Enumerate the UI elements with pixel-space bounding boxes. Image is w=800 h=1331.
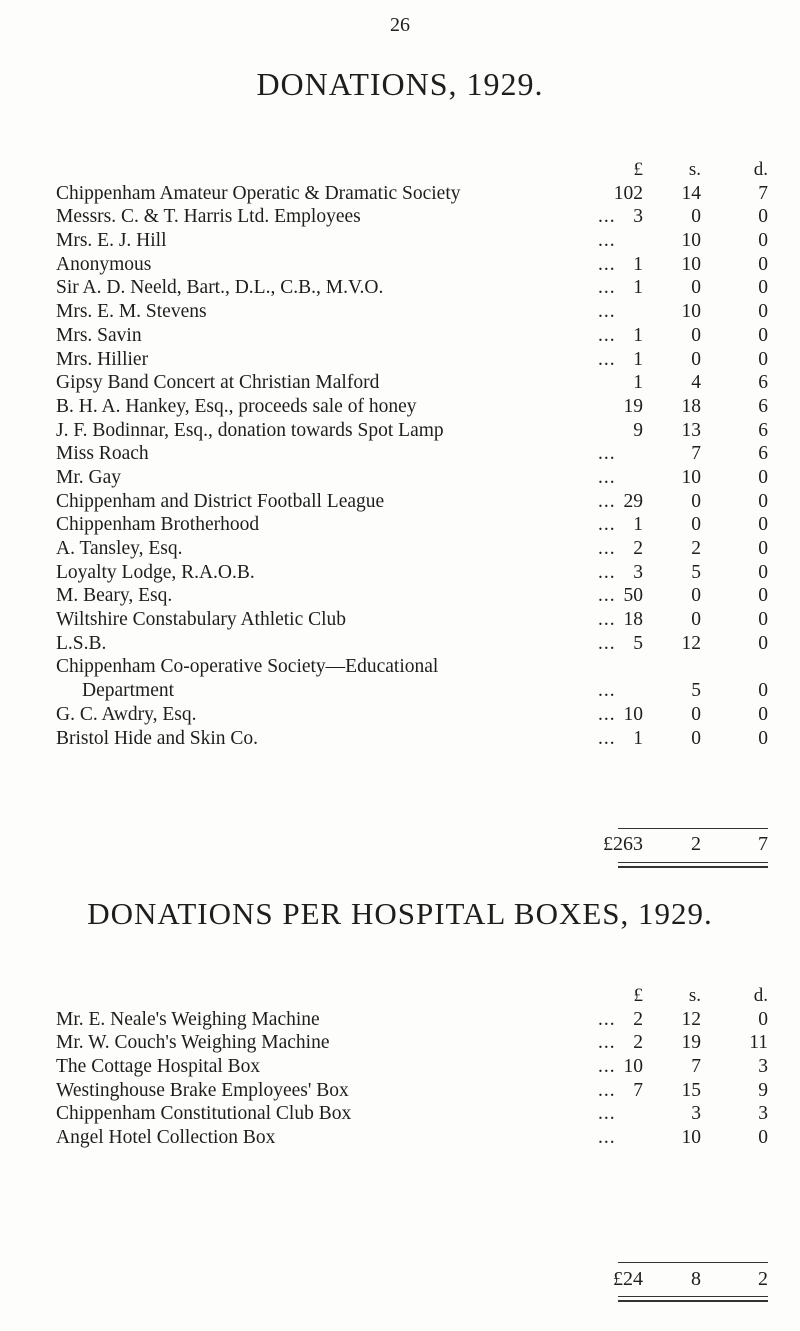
total-pounds: £263: [603, 833, 643, 855]
table-row: [56, 229, 768, 253]
total-rule-top: [618, 828, 768, 829]
shillings-value: 18: [681, 395, 701, 417]
shillings-value: 0: [691, 324, 701, 346]
pence-header: d.: [753, 159, 768, 180]
pounds-value: 3: [633, 561, 643, 583]
shillings-value: 0: [691, 490, 701, 512]
table-row: [56, 395, 768, 419]
donor-name: Mr. E. Neale's Weighing Machine: [56, 1008, 320, 1030]
pence-value: 11: [749, 1032, 768, 1054]
table-row: [56, 490, 768, 514]
donor-name: A. Tansley, Esq.: [56, 538, 183, 559]
shillings-value: 0: [691, 703, 701, 725]
pence-value: 0: [758, 680, 768, 702]
leader-dots: ...: [598, 609, 616, 631]
leader-dots: ...: [598, 1008, 616, 1030]
pence-value: 0: [758, 609, 768, 631]
table-row: [56, 371, 768, 395]
pence-value: 9: [758, 1079, 768, 1101]
pence-value: 6: [758, 443, 768, 465]
donor-name: Sir A. D. Neeld, Bart., D.L., C.B., M.V.O.: [56, 277, 384, 299]
shillings-value: 0: [691, 514, 701, 536]
total-rule-double: [618, 1300, 768, 1302]
leader-dots: ...: [598, 348, 616, 370]
pence-value: 0: [758, 1008, 768, 1030]
donor-name: Mrs. E. J. Hill: [56, 230, 167, 252]
leader-dots: ...: [598, 206, 616, 228]
pence-value: 0: [758, 727, 768, 749]
leader-dots: ...: [598, 585, 616, 607]
leader-dots: ...: [598, 253, 616, 275]
pence-value: 0: [758, 632, 768, 654]
donor-name: G. C. Awdry, Esq.: [56, 703, 197, 725]
shillings-value: 0: [691, 609, 701, 631]
donations-rows: [56, 182, 768, 751]
leader-dots: ...: [598, 466, 616, 488]
shillings-value: 5: [691, 561, 701, 583]
donor-name: Mrs. Hillier: [56, 348, 149, 370]
table-row: [56, 1008, 768, 1032]
pounds-value: 1: [633, 277, 643, 299]
total-shillings: 2: [691, 833, 701, 855]
table-row: [56, 348, 768, 372]
shillings-value: 10: [681, 466, 701, 488]
pence-value: 0: [758, 466, 768, 488]
table-row: [56, 419, 768, 443]
leader-dots: ...: [598, 703, 616, 725]
total-shillings: 8: [691, 1268, 701, 1290]
total-pounds: £24: [613, 1268, 643, 1290]
shillings-value: 0: [691, 277, 701, 299]
pence-value: 7: [758, 182, 768, 204]
pence-value: 0: [758, 514, 768, 536]
currency-header: [56, 158, 768, 182]
boxes-table: [56, 984, 768, 1150]
donor-name: The Cottage Hospital Box: [56, 1056, 261, 1078]
donor-name: Wiltshire Constabulary Athletic Club: [56, 609, 347, 631]
donor-name: Chippenham Constitutional Club Box: [56, 1103, 352, 1125]
shillings-value: 0: [691, 727, 701, 749]
pounds-value: 1: [633, 372, 643, 394]
table-row: [56, 300, 768, 324]
table-row: [56, 608, 768, 632]
table-row: [56, 1079, 768, 1103]
donor-name: Angel Hotel Collection Box: [56, 1127, 276, 1149]
pounds-value: 50: [623, 585, 643, 607]
donor-name: Messrs. C. & T. Harris Ltd. Employees: [56, 206, 361, 228]
currency-header: [56, 984, 768, 1008]
table-row: [56, 655, 768, 679]
shillings-value: 15: [681, 1079, 701, 1101]
pounds-value: 1: [633, 253, 643, 275]
leader-dots: ...: [598, 1127, 616, 1149]
leader-dots: ...: [598, 1056, 616, 1078]
donor-name: Mr. W. Couch's Weighing Machine: [56, 1032, 330, 1054]
donor-name: M. Beary, Esq.: [56, 585, 173, 607]
shillings-header: s.: [688, 159, 701, 180]
shillings-value: 12: [681, 1008, 701, 1030]
shillings-value: 10: [681, 253, 701, 275]
donor-name: Mrs. Savin: [56, 324, 142, 346]
leader-dots: ...: [598, 727, 616, 749]
pounds-value: 29: [623, 490, 643, 512]
pence-value: 0: [758, 301, 768, 323]
pounds-value: 2: [633, 1032, 643, 1054]
donor-name: Miss Roach: [56, 443, 149, 465]
pounds-value: 102: [613, 182, 643, 204]
leader-dots: ...: [598, 632, 616, 654]
pence-value: 6: [758, 419, 768, 441]
pence-value: 0: [758, 490, 768, 512]
pence-value: 0: [758, 230, 768, 252]
leader-dots: ...: [598, 324, 616, 346]
shillings-value: 10: [681, 1127, 701, 1149]
shillings-value: 4: [691, 372, 701, 394]
pounds-value: 10: [623, 703, 643, 725]
boxes-title: DONATIONS PER HOSPITAL BOXES, 1929.: [87, 896, 713, 931]
shillings-value: 10: [681, 301, 701, 323]
donor-name: Bristol Hide and Skin Co.: [56, 727, 259, 749]
pounds-header: £: [633, 159, 643, 180]
pounds-value: 18: [623, 609, 643, 631]
table-row: [56, 513, 768, 537]
leader-dots: ...: [598, 1103, 616, 1125]
pounds-value: 2: [633, 538, 643, 559]
leader-dots: ...: [598, 443, 616, 465]
shillings-value: 5: [691, 680, 701, 702]
table-row: [56, 1102, 768, 1126]
shillings-value: 12: [681, 632, 701, 654]
table-row: [56, 561, 768, 585]
leader-dots: ...: [598, 514, 616, 536]
pence-value: 3: [758, 1056, 768, 1078]
table-row: [56, 324, 768, 348]
shillings-value: 19: [681, 1032, 701, 1054]
total-rule-bottom: [618, 862, 768, 863]
table-row: [56, 632, 768, 656]
donor-name: Chippenham and District Football League: [56, 490, 385, 512]
leader-dots: ...: [598, 277, 616, 299]
pence-value: 0: [758, 253, 768, 275]
donor-name: J. F. Bodinnar, Esq., donation towards Spot Lamp: [56, 419, 444, 441]
shillings-value: 14: [681, 182, 701, 204]
pounds-value: 10: [623, 1056, 643, 1078]
shillings-value: 10: [681, 230, 701, 252]
donations-total: [56, 833, 768, 859]
donor-name: Chippenham Amateur Operatic & Dramatic Society: [56, 182, 461, 204]
donor-name: Department: [82, 680, 175, 702]
donations-table: [56, 158, 768, 750]
table-row: [56, 537, 768, 561]
shillings-value: 13: [681, 419, 701, 441]
donor-name: Loyalty Lodge, R.A.O.B.: [56, 561, 255, 583]
donor-name: Anonymous: [56, 253, 152, 275]
leader-dots: ...: [598, 230, 616, 252]
leader-dots: ...: [598, 538, 616, 559]
donor-name: Chippenham Co-operative Society—Educational: [56, 656, 439, 678]
pounds-header: £: [633, 985, 643, 1006]
table-row: [56, 584, 768, 608]
table-row: [56, 466, 768, 490]
table-row: [56, 1055, 768, 1079]
total-rule-double: [618, 866, 768, 868]
total-rule-top: [618, 1262, 768, 1263]
leader-dots: ...: [598, 561, 616, 583]
leader-dots: ...: [598, 1079, 616, 1101]
pence-value: 0: [758, 585, 768, 607]
pence-value: 0: [758, 324, 768, 346]
pounds-value: 2: [633, 1008, 643, 1030]
pounds-value: 1: [633, 727, 643, 749]
total-pence: 7: [758, 833, 768, 855]
boxes-total: [56, 1268, 768, 1294]
pence-value: 0: [758, 277, 768, 299]
donor-name: Mrs. E. M. Stevens: [56, 301, 207, 323]
shillings-value: 0: [691, 585, 701, 607]
pence-header: d.: [753, 985, 768, 1006]
donor-name: Chippenham Brotherhood: [56, 514, 260, 536]
table-row: [56, 253, 768, 277]
leader-dots: ...: [598, 490, 616, 512]
donor-name: Gipsy Band Concert at Christian Malford: [56, 372, 380, 394]
table-row: [56, 679, 768, 703]
pounds-value: 5: [633, 632, 643, 654]
pence-value: 0: [758, 561, 768, 583]
pounds-value: 1: [633, 324, 643, 346]
total-rule-bottom: [618, 1296, 768, 1297]
shillings-value: 7: [691, 1056, 701, 1078]
donor-name: B. H. A. Hankey, Esq., proceeds sale of honey: [56, 395, 417, 417]
donations-title: DONATIONS, 1929.: [256, 66, 544, 102]
table-row: [56, 442, 768, 466]
shillings-value: 0: [691, 206, 701, 228]
donor-name: L.S.B.: [56, 632, 107, 654]
pounds-value: 19: [623, 395, 643, 417]
pence-value: 6: [758, 372, 768, 394]
shillings-value: 2: [691, 538, 701, 559]
boxes-rows: [56, 1008, 768, 1150]
table-row: [56, 1031, 768, 1055]
pence-value: 0: [758, 703, 768, 725]
shillings-value: 0: [691, 348, 701, 370]
leader-dots: ...: [598, 1032, 616, 1054]
shillings-header: s.: [688, 985, 701, 1006]
pence-value: 0: [758, 538, 768, 559]
pence-value: 0: [758, 1127, 768, 1149]
pence-value: 0: [758, 206, 768, 228]
pounds-value: 3: [633, 206, 643, 228]
pence-value: 6: [758, 395, 768, 417]
donor-name: Westinghouse Brake Employees' Box: [56, 1079, 349, 1101]
pence-value: 3: [758, 1103, 768, 1125]
table-row: [56, 182, 768, 206]
donor-name: Mr. Gay: [56, 466, 121, 488]
table-row: [56, 703, 768, 727]
page-number: 26: [390, 14, 410, 36]
pence-value: 0: [758, 348, 768, 370]
pounds-value: 7: [633, 1079, 643, 1101]
shillings-value: 7: [691, 443, 701, 465]
leader-dots: ...: [598, 301, 616, 323]
pounds-value: 9: [633, 419, 643, 441]
leader-dots: ...: [598, 680, 616, 702]
table-row: [56, 205, 768, 229]
table-row: [56, 1126, 768, 1150]
total-pence: 2: [758, 1268, 768, 1290]
shillings-value: 3: [691, 1103, 701, 1125]
pounds-value: 1: [633, 348, 643, 370]
pounds-value: 1: [633, 514, 643, 536]
table-row: [56, 276, 768, 300]
table-row: [56, 727, 768, 751]
